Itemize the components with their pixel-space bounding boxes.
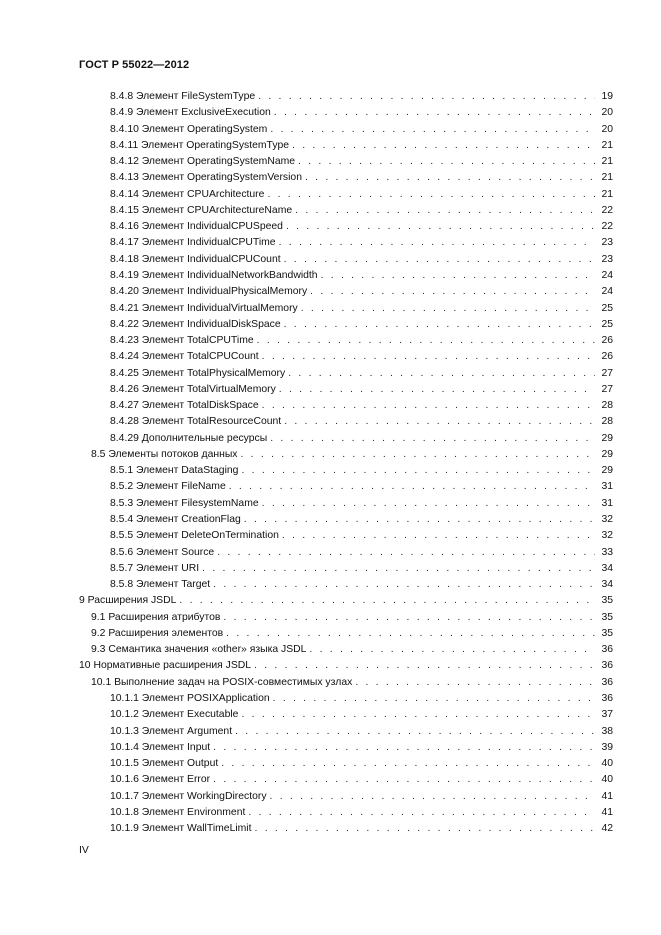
- toc-entry[interactable]: [110, 463, 613, 479]
- toc-leader-dots: [274, 105, 595, 121]
- toc-leader-dots: [305, 170, 595, 186]
- toc-entry-page: 32: [601, 514, 613, 526]
- toc-entry-page: 21: [601, 139, 613, 151]
- toc-leader-dots: [202, 561, 595, 577]
- toc-entry-page: 29: [601, 465, 613, 477]
- toc-entry-label: 8.4.26 Элемент TotalVirtualMemory: [110, 383, 276, 395]
- toc-entry-label: 8.4.14 Элемент CPUArchitecture: [110, 188, 265, 200]
- toc-entry-label: 8.4.21 Элемент IndividualVirtualMemory: [110, 302, 298, 314]
- toc-entry-page: 40: [601, 774, 613, 786]
- toc-entry-label: 8.5.1 Элемент DataStaging: [110, 465, 239, 477]
- toc-entry-label: 8.4.11 Элемент OperatingSystemType: [110, 139, 290, 151]
- toc-entry-label: 8.4.29 Дополнительные ресурсы: [110, 432, 268, 444]
- toc-leader-dots: [262, 496, 595, 512]
- toc-entry-page: 27: [601, 383, 613, 395]
- toc-leader-dots: [244, 512, 595, 528]
- toc-entry-page: 33: [601, 546, 613, 558]
- toc-entry[interactable]: [110, 496, 613, 512]
- toc-entry[interactable]: [91, 447, 613, 463]
- toc-entry[interactable]: [110, 398, 613, 414]
- toc-entry-label: 8.4.17 Элемент IndividualCPUTime: [110, 237, 276, 249]
- toc-entry[interactable]: [110, 284, 613, 300]
- toc-entry[interactable]: [110, 740, 613, 756]
- toc-entry-label: 8.4.27 Элемент TotalDiskSpace: [110, 400, 259, 412]
- toc-entry[interactable]: [110, 724, 613, 740]
- toc-entry-page: 35: [601, 611, 613, 623]
- toc-entry[interactable]: [110, 382, 613, 398]
- toc-entry[interactable]: [110, 333, 613, 349]
- toc-entry-page: 25: [601, 302, 613, 314]
- toc-leader-dots: [255, 821, 595, 837]
- toc-entry[interactable]: [110, 138, 613, 154]
- toc-entry-label: 9 Расширения JSDL: [79, 595, 177, 607]
- toc-entry[interactable]: [110, 772, 613, 788]
- toc-entry-page: 34: [601, 562, 613, 574]
- toc-leader-dots: [179, 593, 595, 609]
- toc-entry-label: 8.4.24 Элемент TotalCPUCount: [110, 351, 259, 363]
- toc-entry[interactable]: [91, 675, 613, 691]
- toc-leader-dots: [279, 382, 595, 398]
- toc-entry-label: 8.5.5 Элемент DeleteOnTermination: [110, 530, 279, 542]
- toc-entry-page: 38: [601, 725, 613, 737]
- toc-entry-label: 9.3 Семантика значения «other» языка JSDL: [91, 644, 307, 656]
- toc-leader-dots: [226, 626, 595, 642]
- toc-leader-dots: [229, 479, 595, 495]
- toc-entry-page: 36: [601, 676, 613, 688]
- toc-entry-label: 8.4.25 Элемент TotalPhysicalMemory: [110, 367, 286, 379]
- toc-entry-label: 8.4.9 Элемент ExclusiveExecution: [110, 107, 271, 119]
- document-header: ГОСТ Р 55022—2012: [79, 59, 190, 71]
- toc-entry[interactable]: [91, 610, 613, 626]
- toc-entry-label: 8.4.22 Элемент IndividualDiskSpace: [110, 318, 281, 330]
- toc-entry-page: 31: [601, 497, 613, 509]
- toc-leader-dots: [279, 235, 595, 251]
- toc-leader-dots: [221, 756, 595, 772]
- toc-entry-page: 29: [601, 432, 613, 444]
- toc-entry[interactable]: [79, 658, 613, 674]
- toc-entry-label: 8.4.28 Элемент TotalResourceCount: [110, 416, 282, 428]
- toc-entry-label: 8.5.8 Элемент Target: [110, 579, 211, 591]
- toc-entry-label: 10.1.3 Элемент Argument: [110, 725, 233, 737]
- toc-entry-page: 28: [601, 400, 613, 412]
- toc-entry-page: 36: [601, 644, 613, 656]
- toc-entry[interactable]: [91, 626, 613, 642]
- toc-leader-dots: [213, 772, 595, 788]
- toc-entry-label: 10.1.1 Элемент POSIXApplication: [110, 692, 270, 704]
- toc-leader-dots: [309, 642, 595, 658]
- toc-entry-label: 8.5.3 Элемент FilesystemName: [110, 497, 259, 509]
- toc-leader-dots: [257, 333, 595, 349]
- toc-entry-page: 42: [601, 823, 613, 835]
- toc-leader-dots: [301, 301, 595, 317]
- toc-entry-page: 22: [601, 221, 613, 233]
- toc-entry-label: 8.5.6 Элемент Source: [110, 546, 215, 558]
- toc-entry[interactable]: [110, 122, 613, 138]
- toc-entry-label: 9.1 Расширения атрибутов: [91, 611, 221, 623]
- toc-entry-label: 8.4.12 Элемент OperatingSystemName: [110, 156, 296, 168]
- toc-entry[interactable]: [110, 756, 613, 772]
- toc-entry[interactable]: [110, 691, 613, 707]
- toc-entry[interactable]: [110, 252, 613, 268]
- page-number: IV: [79, 845, 89, 856]
- toc-entry-label: 8.4.19 Элемент IndividualNetworkBandwidth: [110, 269, 318, 281]
- toc-entry-label: 10.1.9 Элемент WallTimeLimit: [110, 823, 252, 835]
- toc-entry-page: 26: [601, 351, 613, 363]
- toc-entry[interactable]: [110, 805, 613, 821]
- toc-leader-dots: [282, 528, 595, 544]
- toc-entry[interactable]: [110, 821, 613, 837]
- toc-entry-page: 24: [601, 286, 613, 298]
- toc-entry-page: 41: [601, 790, 613, 802]
- toc-leader-dots: [288, 366, 595, 382]
- toc-leader-dots: [248, 805, 595, 821]
- toc-entry[interactable]: [110, 545, 613, 561]
- toc-entry-page: 20: [601, 123, 613, 135]
- toc-leader-dots: [258, 89, 595, 105]
- toc-entry[interactable]: [79, 593, 613, 609]
- toc-entry-page: 24: [601, 269, 613, 281]
- toc-entry-page: 37: [601, 709, 613, 721]
- toc-entry-page: 21: [601, 156, 613, 168]
- toc-entry-label: 8.4.8 Элемент FileSystemType: [110, 91, 256, 102]
- toc-entry[interactable]: [110, 366, 613, 382]
- toc-leader-dots: [284, 252, 595, 268]
- toc-entry-page: 36: [601, 660, 613, 672]
- toc-leader-dots: [270, 431, 595, 447]
- toc-leader-dots: [223, 610, 595, 626]
- toc-entry-page: 29: [601, 448, 613, 460]
- toc-leader-dots: [321, 268, 595, 284]
- toc-entry[interactable]: [110, 235, 613, 251]
- toc-leader-dots: [241, 707, 595, 723]
- toc-entry-page: 25: [601, 318, 613, 330]
- toc-leader-dots: [270, 789, 595, 805]
- toc-leader-dots: [254, 658, 595, 674]
- toc-entry[interactable]: [110, 707, 613, 723]
- toc-entry-label: 10 Нормативные расширения JSDL: [79, 660, 252, 672]
- toc-leader-dots: [241, 463, 595, 479]
- toc-entry[interactable]: [110, 577, 613, 593]
- toc-entry[interactable]: [110, 187, 613, 203]
- toc-leader-dots: [292, 138, 595, 154]
- toc-entry-page: 41: [601, 806, 613, 818]
- toc-leader-dots: [273, 691, 595, 707]
- toc-leader-dots: [284, 414, 595, 430]
- toc-entry-page: 35: [601, 627, 613, 639]
- toc-entry-label: 8.4.15 Элемент CPUArchitectureName: [110, 204, 293, 216]
- toc-entry[interactable]: [110, 349, 613, 365]
- toc-entry-label: 8.4.23 Элемент TotalCPUTime: [110, 335, 254, 347]
- toc-entry[interactable]: [110, 154, 613, 170]
- toc-entry[interactable]: [110, 479, 613, 495]
- toc-leader-dots: [213, 740, 595, 756]
- toc-leader-dots: [262, 398, 595, 414]
- toc-entry-label: 10.1.8 Элемент Environment: [110, 806, 246, 818]
- toc-entry-page: 35: [601, 595, 613, 607]
- toc-entry-label: 8.4.18 Элемент IndividualCPUCount: [110, 253, 281, 265]
- toc-entry-page: 36: [601, 692, 613, 704]
- toc-entry[interactable]: [110, 561, 613, 577]
- toc-entry-page: 21: [601, 188, 613, 200]
- toc-entry-label: 10.1 Выполнение задач на POSIX-совместимых узлах: [91, 676, 353, 688]
- toc-entry-page: 32: [601, 530, 613, 542]
- toc-entry-label: 8.4.20 Элемент IndividualPhysicalMemory: [110, 286, 308, 298]
- toc-entry-label: 10.1.2 Элемент Executable: [110, 709, 239, 721]
- toc-leader-dots: [298, 154, 595, 170]
- toc-entry[interactable]: [110, 170, 613, 186]
- toc-entry-page: 40: [601, 758, 613, 770]
- toc-entry[interactable]: [110, 219, 613, 235]
- toc-entry-page: 28: [601, 416, 613, 428]
- toc-leader-dots: [235, 724, 595, 740]
- toc-entry-label: 8.5.4 Элемент CreationFlag: [110, 514, 241, 526]
- toc-entry-label: 10.1.7 Элемент WorkingDirectory: [110, 790, 267, 802]
- toc-leader-dots: [355, 675, 595, 691]
- toc-entry-page: 19: [601, 91, 613, 102]
- toc-entry-page: 39: [601, 741, 613, 753]
- toc-entry-page: 27: [601, 367, 613, 379]
- toc-entry-page: 20: [601, 107, 613, 119]
- toc-leader-dots: [213, 577, 595, 593]
- toc-leader-dots: [217, 545, 595, 561]
- toc-entry[interactable]: [110, 528, 613, 544]
- toc-entry[interactable]: [110, 512, 613, 528]
- toc-entry-label: 8.5.2 Элемент FileName: [110, 481, 226, 493]
- toc-entry-label: 10.1.5 Элемент Output: [110, 758, 219, 770]
- toc-entry[interactable]: [110, 301, 613, 317]
- toc-leader-dots: [241, 447, 596, 463]
- toc-entry-page: 34: [601, 579, 613, 591]
- toc-entry-page: 21: [601, 172, 613, 184]
- toc-entry-label: 8.5.7 Элемент URI: [110, 562, 200, 574]
- toc-entry[interactable]: [91, 642, 613, 658]
- toc-entry[interactable]: [110, 105, 613, 121]
- toc-leader-dots: [267, 187, 595, 203]
- toc-leader-dots: [295, 203, 595, 219]
- toc-entry-label: 8.4.16 Элемент IndividualCPUSpeed: [110, 221, 283, 233]
- toc-leader-dots: [270, 122, 595, 138]
- toc-entry[interactable]: [110, 268, 613, 284]
- toc-entry[interactable]: [110, 789, 613, 805]
- toc-entry-label: 8.4.10 Элемент OperatingSystem: [110, 123, 268, 135]
- toc-leader-dots: [286, 219, 595, 235]
- toc-entry-label: 10.1.4 Элемент Input: [110, 741, 211, 753]
- toc-entry-page: 23: [601, 237, 613, 249]
- toc-leader-dots: [284, 317, 595, 333]
- toc-entry-page: 23: [601, 253, 613, 265]
- toc-entry-page: 22: [601, 204, 613, 216]
- toc-leader-dots: [262, 349, 595, 365]
- toc-leader-dots: [310, 284, 595, 300]
- toc-entry[interactable]: [110, 89, 613, 105]
- toc-entry-label: 10.1.6 Элемент Error: [110, 774, 211, 786]
- toc-entry-page: 26: [601, 335, 613, 347]
- toc-entry-label: 8.4.13 Элемент OperatingSystemVersion: [110, 172, 302, 184]
- toc-entry[interactable]: [110, 431, 613, 447]
- toc-entry[interactable]: [110, 203, 613, 219]
- toc-entry-page: 31: [601, 481, 613, 493]
- toc-entry[interactable]: [110, 317, 613, 333]
- toc-entry[interactable]: [110, 414, 613, 430]
- toc-entry-label: 9.2 Расширения элементов: [91, 627, 224, 639]
- toc-entry-label: 8.5 Элементы потоков данных: [91, 448, 238, 460]
